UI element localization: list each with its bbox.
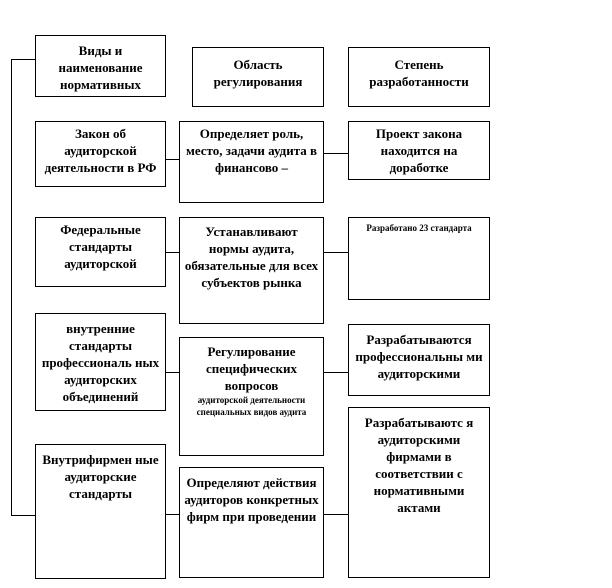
status-firm-text: Разрабатываютс я аудиторскими фирмами в соответствии с нормативными актами: [364, 415, 474, 515]
scope-law: [179, 121, 324, 203]
status-law: [348, 121, 490, 180]
connector-federal-status: [324, 252, 348, 253]
status-internal-text: Разрабатываются профессиональны ми аудиторскими: [355, 332, 483, 381]
connector-firm-status: [324, 514, 348, 515]
connector-firm-scope: [166, 514, 179, 515]
connector-internal-status: [324, 372, 348, 373]
connector-federal-scope: [166, 252, 179, 253]
scope-internal-text: Регулирование специфических вопросов: [205, 344, 297, 393]
status-federal-text: Разработано 23 стандарта: [366, 223, 472, 233]
type-law: [35, 121, 166, 187]
type-internal-text: внутренние стандарты профессиональ ных аудиторских объединений: [41, 321, 160, 404]
type-firm: [35, 444, 166, 579]
header-types-text: Виды и наименование нормативных: [58, 43, 143, 92]
left-bracket-top: [11, 59, 35, 60]
scope-internal: [179, 337, 324, 456]
status-law-text: Проект закона находится на доработке: [375, 126, 463, 175]
scope-firm: [179, 467, 324, 578]
header-types: [35, 35, 166, 97]
status-firm: [348, 407, 490, 578]
type-law-text: Закон об аудиторской деятельности в РФ: [44, 126, 157, 175]
type-internal: [35, 313, 166, 411]
left-bracket-bottom: [11, 515, 35, 516]
status-internal: [348, 324, 490, 396]
header-scope-text: Область регулирования: [213, 57, 303, 89]
header-status-text: Степень разработанности: [369, 57, 469, 89]
header-scope: [192, 47, 324, 107]
scope-federal: [179, 217, 324, 324]
scope-law-text: Определяет роль, место, задачи аудита в финансово –: [185, 126, 318, 175]
connector-internal-scope: [166, 372, 179, 373]
header-status: [348, 47, 490, 107]
type-federal: [35, 217, 166, 287]
scope-internal-small-text: аудиторской деятельности специальных видов аудита: [196, 395, 307, 417]
type-firm-text: Внутрифирмен ные аудиторские стандарты: [42, 452, 159, 501]
left-bracket-vertical: [11, 59, 12, 516]
scope-federal-text: Устанавливают нормы аудита, обязательные для всех субъектов рынка: [184, 224, 319, 290]
connector-law-status: [324, 153, 348, 154]
connector-law-scope: [166, 159, 179, 160]
type-federal-text: Федеральные стандарты аудиторской: [60, 222, 141, 271]
status-federal: [348, 217, 490, 300]
scope-firm-text: Определяют действия аудиторов конкретных фирм при проведении: [184, 475, 319, 524]
